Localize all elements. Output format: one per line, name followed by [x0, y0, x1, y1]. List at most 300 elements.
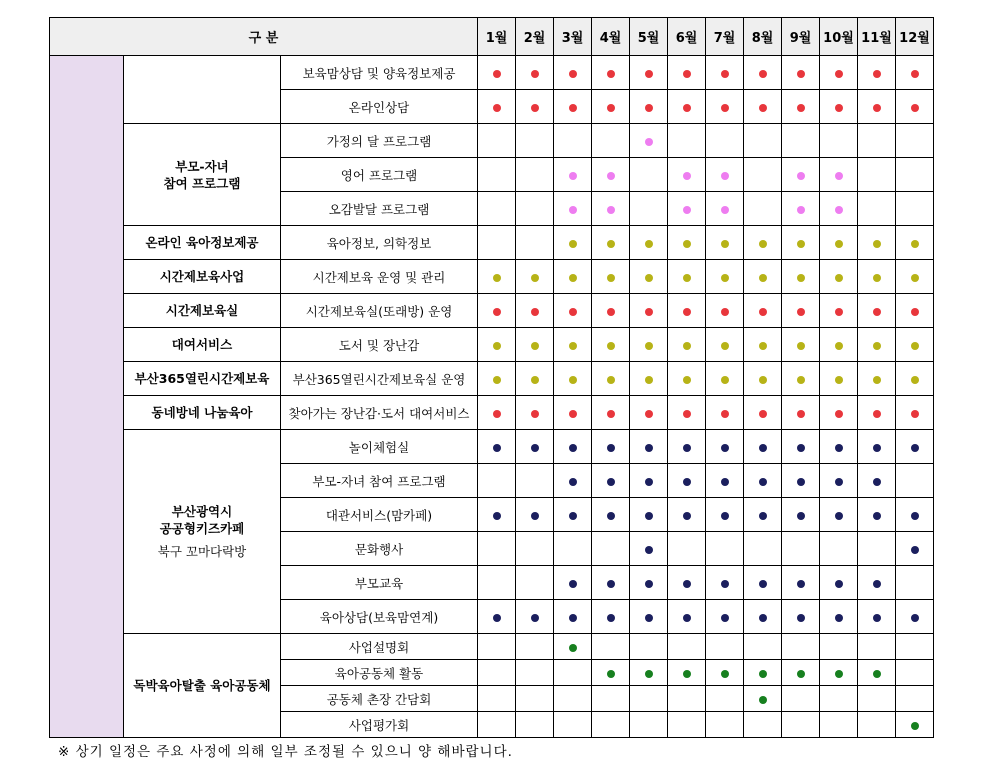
schedule-dot-icon: [645, 274, 653, 282]
schedule-dot-icon: [607, 70, 615, 78]
month-cell: [478, 660, 516, 686]
schedule-dot-icon: [569, 376, 577, 384]
schedule-dot-icon: [873, 580, 881, 588]
month-cell: [478, 532, 516, 566]
month-cell: [478, 90, 516, 124]
schedule-dot-icon: [835, 308, 843, 316]
schedule-dot-icon: [569, 70, 577, 78]
month-cell: [896, 464, 934, 498]
month-cell: [668, 328, 706, 362]
schedule-dot-icon: [531, 342, 539, 350]
month-cell: [744, 56, 782, 90]
schedule-dot-icon: [835, 512, 843, 520]
month-cell: [668, 464, 706, 498]
schedule-dot-icon: [645, 240, 653, 248]
schedule-dot-icon: [759, 614, 767, 622]
month-cell: [744, 686, 782, 712]
month-cell: [478, 362, 516, 396]
schedule-dot-icon: [873, 478, 881, 486]
schedule-dot-icon: [797, 614, 805, 622]
table-row: [50, 294, 934, 328]
program-name: 가정의 달 프로그램: [281, 124, 478, 158]
month-cell: [478, 600, 516, 634]
month-cell: [554, 464, 592, 498]
schedule-dot-icon: [569, 478, 577, 486]
schedule-dot-icon: [607, 308, 615, 316]
month-cell: [554, 634, 592, 660]
month-cell: [668, 532, 706, 566]
month-cell: [744, 566, 782, 600]
schedule-dot-icon: [569, 104, 577, 112]
month-cell: [782, 56, 820, 90]
month-cell: [592, 600, 630, 634]
month-cell: [592, 712, 630, 738]
schedule-dot-icon: [569, 410, 577, 418]
month-cell: [668, 294, 706, 328]
schedule-dot-icon: [645, 546, 653, 554]
schedule-dot-icon: [683, 172, 691, 180]
month-cell: [554, 260, 592, 294]
schedule-dot-icon: [493, 274, 501, 282]
month-cell: [820, 464, 858, 498]
month-cell: [896, 532, 934, 566]
month-cell: [858, 464, 896, 498]
schedule-dot-icon: [721, 580, 729, 588]
month-cell: [858, 362, 896, 396]
month-cell: [516, 464, 554, 498]
program-name: 부모-자녀 참여 프로그램: [281, 464, 478, 498]
month-cell: [554, 566, 592, 600]
table-row: [50, 362, 934, 396]
month-cell: [706, 260, 744, 294]
month-cell: [516, 686, 554, 712]
program-name: 사업설명회: [281, 634, 478, 660]
month-cell: [858, 90, 896, 124]
schedule-dot-icon: [721, 274, 729, 282]
program-name: 보육맘상담 및 양육정보제공: [281, 56, 478, 90]
month-cell: [592, 56, 630, 90]
schedule-dot-icon: [645, 138, 653, 146]
month-cell: [782, 566, 820, 600]
table-row: [50, 124, 934, 158]
category-cell: [124, 294, 281, 328]
schedule-dot-icon: [531, 410, 539, 418]
schedule-dot-icon: [797, 410, 805, 418]
month-cell: [820, 660, 858, 686]
schedule-dot-icon: [645, 104, 653, 112]
schedule-dot-icon: [873, 670, 881, 678]
month-cell: [592, 90, 630, 124]
month-cell: [668, 634, 706, 660]
schedule-dot-icon: [645, 478, 653, 486]
schedule-dot-icon: [607, 240, 615, 248]
month-cell: [668, 686, 706, 712]
program-name: 영어 프로그램: [281, 158, 478, 192]
month-cell: [592, 158, 630, 192]
month-cell: [516, 660, 554, 686]
schedule-dot-icon: [835, 274, 843, 282]
month-cell: [782, 686, 820, 712]
month-cell: [858, 686, 896, 712]
schedule-dot-icon: [531, 274, 539, 282]
month-cell: [630, 498, 668, 532]
schedule-dot-icon: [797, 444, 805, 452]
schedule-dot-icon: [683, 274, 691, 282]
schedule-dot-icon: [759, 70, 767, 78]
month-cell: [744, 328, 782, 362]
month-cell: [592, 430, 630, 464]
month-cell: [744, 362, 782, 396]
month-cell: [820, 712, 858, 738]
month-header: 8월: [744, 18, 782, 56]
program-name: 대관서비스(맘카페): [281, 498, 478, 532]
month-cell: [668, 362, 706, 396]
schedule-dot-icon: [683, 410, 691, 418]
month-cell: [592, 396, 630, 430]
month-cell: [630, 260, 668, 294]
month-cell: [630, 192, 668, 226]
schedule-dot-icon: [683, 376, 691, 384]
month-cell: [820, 56, 858, 90]
month-cell: [592, 124, 630, 158]
schedule-dot-icon: [683, 206, 691, 214]
month-cell: [782, 396, 820, 430]
schedule-dot-icon: [759, 376, 767, 384]
month-cell: [592, 566, 630, 600]
month-cell: [592, 498, 630, 532]
month-cell: [858, 260, 896, 294]
month-cell: [516, 600, 554, 634]
month-cell: [630, 90, 668, 124]
category-subtitle: 북구 꼬마다락방: [157, 544, 247, 559]
month-cell: [820, 532, 858, 566]
month-cell: [858, 396, 896, 430]
month-cell: [858, 192, 896, 226]
footnote: ※ 상기 일정은 주요 사정에 의해 일부 조정될 수 있으니 양 해바랍니다.: [58, 744, 513, 760]
month-cell: [744, 660, 782, 686]
month-header: 7월: [706, 18, 744, 56]
month-cell: [820, 158, 858, 192]
month-cell: [858, 634, 896, 660]
month-cell: [516, 566, 554, 600]
month-cell: [782, 532, 820, 566]
month-cell: [706, 158, 744, 192]
month-cell: [554, 600, 592, 634]
month-cell: [554, 362, 592, 396]
month-cell: [706, 124, 744, 158]
month-cell: [554, 56, 592, 90]
schedule-dot-icon: [721, 240, 729, 248]
category-cell: [124, 226, 281, 260]
month-cell: [478, 124, 516, 158]
month-cell: [706, 362, 744, 396]
month-cell: [744, 260, 782, 294]
month-header: 4월: [592, 18, 630, 56]
month-header: 1월: [478, 18, 516, 56]
schedule-dot-icon: [645, 512, 653, 520]
month-cell: [706, 600, 744, 634]
month-cell: [706, 430, 744, 464]
schedule-dot-icon: [911, 308, 919, 316]
schedule-dot-icon: [835, 342, 843, 350]
schedule-dot-icon: [645, 670, 653, 678]
month-cell: [478, 686, 516, 712]
schedule-dot-icon: [683, 104, 691, 112]
month-cell: [782, 192, 820, 226]
schedule-dot-icon: [683, 580, 691, 588]
schedule-dot-icon: [835, 444, 843, 452]
schedule-dot-icon: [645, 342, 653, 350]
month-cell: [630, 158, 668, 192]
month-cell: [592, 686, 630, 712]
schedule-dot-icon: [873, 240, 881, 248]
month-cell: [516, 260, 554, 294]
schedule-dot-icon: [721, 444, 729, 452]
month-cell: [478, 464, 516, 498]
category-title: 시간제보육사업: [159, 269, 245, 284]
schedule-dot-icon: [797, 274, 805, 282]
month-cell: [706, 686, 744, 712]
month-cell: [554, 192, 592, 226]
month-cell: [630, 634, 668, 660]
month-cell: [820, 566, 858, 600]
month-cell: [554, 660, 592, 686]
schedule-dot-icon: [835, 580, 843, 588]
category-cell: [124, 362, 281, 396]
month-cell: [896, 328, 934, 362]
category-cell: [124, 124, 281, 226]
month-cell: [668, 124, 706, 158]
month-cell: [744, 464, 782, 498]
month-cell: [858, 498, 896, 532]
month-cell: [630, 226, 668, 260]
schedule-dot-icon: [721, 308, 729, 316]
schedule-dot-icon: [873, 274, 881, 282]
schedule-dot-icon: [683, 614, 691, 622]
schedule-dot-icon: [493, 342, 501, 350]
schedule-dot-icon: [645, 444, 653, 452]
month-cell: [820, 328, 858, 362]
schedule-dot-icon: [607, 206, 615, 214]
category-title: 부산365열린시간제보육: [134, 371, 270, 386]
month-cell: [516, 226, 554, 260]
category-cell: [124, 634, 281, 738]
schedule-dot-icon: [645, 308, 653, 316]
category-cell: [124, 260, 281, 294]
month-cell: [706, 712, 744, 738]
schedule-dot-icon: [873, 104, 881, 112]
schedule-dot-icon: [911, 274, 919, 282]
month-cell: [896, 396, 934, 430]
month-cell: [782, 260, 820, 294]
month-cell: [744, 158, 782, 192]
schedule-dot-icon: [759, 580, 767, 588]
schedule-dot-icon: [493, 444, 501, 452]
schedule-dot-icon: [721, 512, 729, 520]
schedule-dot-icon: [569, 444, 577, 452]
month-cell: [782, 226, 820, 260]
month-cell: [858, 532, 896, 566]
month-cell: [630, 294, 668, 328]
month-cell: [630, 600, 668, 634]
schedule-dot-icon: [873, 308, 881, 316]
month-cell: [744, 226, 782, 260]
month-cell: [478, 260, 516, 294]
schedule-dot-icon: [645, 580, 653, 588]
month-cell: [516, 712, 554, 738]
program-name: 육아공동체 활동: [281, 660, 478, 686]
schedule-dot-icon: [569, 614, 577, 622]
month-cell: [896, 192, 934, 226]
month-cell: [896, 56, 934, 90]
month-cell: [668, 712, 706, 738]
month-cell: [706, 660, 744, 686]
schedule-dot-icon: [759, 240, 767, 248]
schedule-dot-icon: [797, 342, 805, 350]
schedule-dot-icon: [721, 410, 729, 418]
month-cell: [744, 712, 782, 738]
month-cell: [896, 90, 934, 124]
month-cell: [516, 90, 554, 124]
month-cell: [668, 396, 706, 430]
schedule-dot-icon: [645, 410, 653, 418]
program-name: 놀이체험실: [281, 430, 478, 464]
month-cell: [820, 600, 858, 634]
month-cell: [782, 464, 820, 498]
schedule-dot-icon: [531, 104, 539, 112]
schedule-dot-icon: [835, 478, 843, 486]
month-cell: [858, 294, 896, 328]
month-cell: [630, 396, 668, 430]
schedule-dot-icon: [911, 546, 919, 554]
month-cell: [554, 124, 592, 158]
schedule-dot-icon: [493, 376, 501, 384]
month-cell: [820, 634, 858, 660]
month-cell: [668, 158, 706, 192]
schedule-dot-icon: [531, 70, 539, 78]
month-cell: [668, 498, 706, 532]
month-cell: [782, 362, 820, 396]
month-cell: [478, 566, 516, 600]
schedule-dot-icon: [721, 104, 729, 112]
month-header: 5월: [630, 18, 668, 56]
schedule-dot-icon: [759, 274, 767, 282]
month-cell: [896, 686, 934, 712]
schedule-dot-icon: [607, 172, 615, 180]
program-name: 부산365열린시간제보육실 운영: [281, 362, 478, 396]
month-cell: [592, 362, 630, 396]
month-cell: [706, 532, 744, 566]
month-cell: [858, 712, 896, 738]
month-cell: [554, 498, 592, 532]
month-cell: [744, 90, 782, 124]
table-row: [50, 396, 934, 430]
month-cell: [554, 532, 592, 566]
month-cell: [782, 634, 820, 660]
month-cell: [706, 396, 744, 430]
month-cell: [516, 294, 554, 328]
month-cell: [896, 634, 934, 660]
side-band: [50, 56, 124, 738]
schedule-dot-icon: [911, 240, 919, 248]
month-cell: [820, 396, 858, 430]
schedule-dot-icon: [683, 70, 691, 78]
schedule-dot-icon: [911, 444, 919, 452]
schedule-dot-icon: [721, 172, 729, 180]
schedule-dot-icon: [797, 512, 805, 520]
schedule-dot-icon: [797, 206, 805, 214]
month-cell: [896, 124, 934, 158]
category-title: 공공형키즈카페: [159, 521, 245, 536]
category-title: 독박육아탈출 육아공동체: [133, 678, 271, 693]
category-cell: [124, 56, 281, 124]
month-cell: [744, 634, 782, 660]
schedule-dot-icon: [911, 70, 919, 78]
category-cell: [124, 396, 281, 430]
schedule-dot-icon: [607, 342, 615, 350]
schedule-dot-icon: [683, 512, 691, 520]
month-cell: [516, 192, 554, 226]
schedule-dot-icon: [493, 104, 501, 112]
month-cell: [516, 634, 554, 660]
schedule-dot-icon: [759, 696, 767, 704]
schedule-body: [50, 56, 934, 738]
month-header: 9월: [782, 18, 820, 56]
month-cell: [478, 498, 516, 532]
schedule-dot-icon: [607, 104, 615, 112]
schedule-dot-icon: [569, 580, 577, 588]
table-row: [50, 430, 934, 464]
schedule-dot-icon: [607, 580, 615, 588]
schedule-dot-icon: [797, 478, 805, 486]
program-name: 공동체 촌장 간담회: [281, 686, 478, 712]
month-cell: [896, 294, 934, 328]
month-cell: [820, 686, 858, 712]
schedule-dot-icon: [797, 240, 805, 248]
month-cell: [478, 430, 516, 464]
schedule-dot-icon: [607, 274, 615, 282]
month-cell: [668, 56, 706, 90]
category-title: 시간제보육실: [165, 303, 239, 318]
month-cell: [592, 660, 630, 686]
month-cell: [478, 158, 516, 192]
schedule-dot-icon: [607, 614, 615, 622]
month-header: 3월: [554, 18, 592, 56]
month-cell: [744, 498, 782, 532]
schedule-dot-icon: [797, 308, 805, 316]
month-cell: [706, 566, 744, 600]
schedule-table: [49, 17, 934, 738]
schedule-dot-icon: [645, 614, 653, 622]
table-row: [50, 328, 934, 362]
month-cell: [820, 430, 858, 464]
month-cell: [554, 294, 592, 328]
month-cell: [516, 532, 554, 566]
month-cell: [820, 226, 858, 260]
month-cell: [782, 124, 820, 158]
month-cell: [706, 328, 744, 362]
schedule-dot-icon: [911, 104, 919, 112]
month-cell: [820, 294, 858, 328]
month-cell: [630, 464, 668, 498]
month-cell: [896, 226, 934, 260]
schedule-dot-icon: [531, 308, 539, 316]
program-name: 부모교육: [281, 566, 478, 600]
month-cell: [896, 362, 934, 396]
month-cell: [554, 396, 592, 430]
schedule-dot-icon: [493, 512, 501, 520]
schedule-dot-icon: [873, 410, 881, 418]
